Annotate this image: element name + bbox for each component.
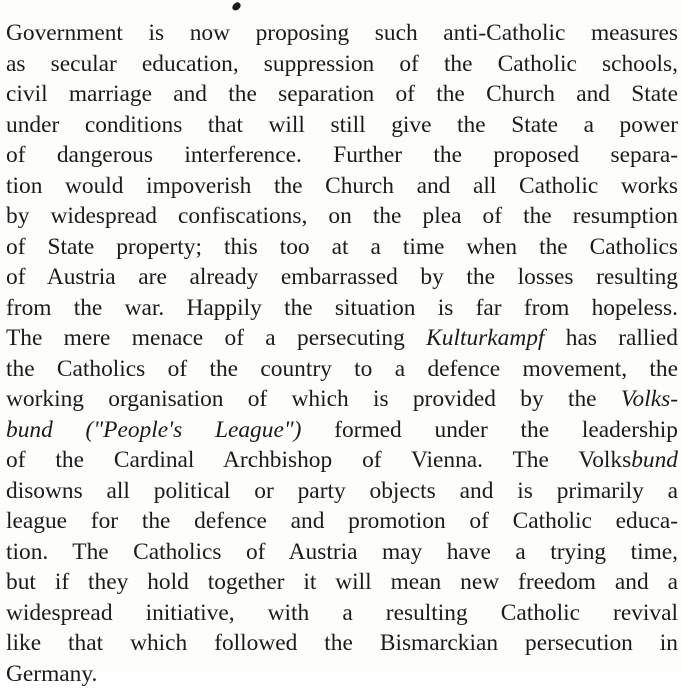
text-line: Government is now proposing such anti-Catholic measures	[6, 18, 678, 49]
text-line: of the Cardinal Archbishop of Vienna. The Volksbund	[6, 445, 678, 476]
text-line: league for the defence and promotion of Catholic educa-	[6, 506, 678, 537]
text-line: from the war. Happily the situation is far from hopeless.	[6, 293, 678, 324]
text-line: bund ("People's League") formed under the leadership	[6, 415, 678, 446]
text-line: tion would impoverish the Church and all Catholic works	[6, 171, 678, 202]
text-line: under conditions that will still give the State a power	[6, 110, 678, 141]
text-line: of Austria are already embarrassed by the losses resulting	[6, 262, 678, 293]
text-line: widespread initiative, with a resulting Catholic revival	[6, 598, 678, 629]
text-line: but if they hold together it will mean new freedom and a	[6, 567, 678, 598]
text-line: The mere menace of a persecuting Kulturkampf has rallied	[6, 323, 678, 354]
text-line: working organisation of which is provided by the Volks-	[6, 384, 678, 415]
text-line: like that which followed the Bismarckian persecution in	[6, 628, 678, 659]
text-line: Germany.	[6, 659, 678, 689]
text-line: of dangerous interference. Further the proposed separa-	[6, 140, 678, 171]
text-line: tion. The Catholics of Austria may have a trying time,	[6, 537, 678, 568]
text-line: civil marriage and the separation of the Church and State	[6, 79, 678, 110]
text-line: as secular education, suppression of the Catholic schools,	[6, 49, 678, 80]
text-line: disowns all political or party objects and is primarily a	[6, 476, 678, 507]
text-line: by widespread confiscations, on the plea of the resumption	[6, 201, 678, 232]
text-line: of State property; this too at a time when the Catholics	[6, 232, 678, 263]
body-text	[6, 18, 678, 689]
text-line: the Catholics of the country to a defence movement, the	[6, 354, 678, 385]
ink-speck	[231, 1, 242, 12]
